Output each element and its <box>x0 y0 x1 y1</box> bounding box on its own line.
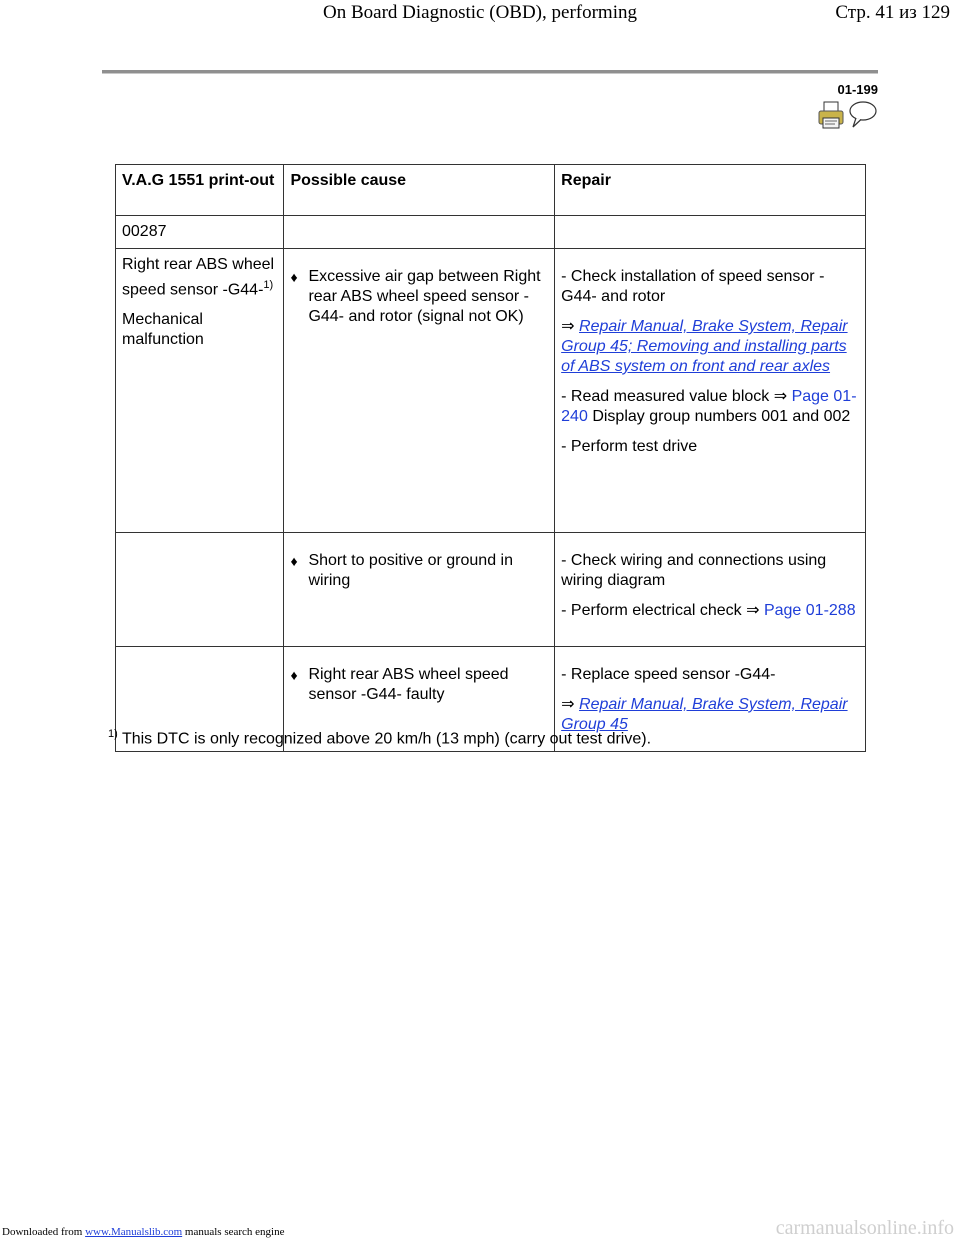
printer-icon[interactable] <box>819 102 843 128</box>
watermark: carmanualsonline.info <box>775 1217 954 1239</box>
footnote-marker: 1) <box>108 728 118 740</box>
page-link[interactable]: Page 01-288 <box>763 602 856 619</box>
dtc-table <box>115 164 866 752</box>
document-title: On Board Diagnostic (OBD), performing <box>323 2 637 23</box>
repair-step: - Check installation of speed sensor -G44- and rotor <box>561 268 825 305</box>
repair-step: - Replace speed sensor -G44- <box>561 666 776 683</box>
header-possible-cause: Possible cause <box>284 165 555 216</box>
repair-cell <box>555 249 866 533</box>
header-repair: Repair <box>555 165 866 216</box>
footnote-ref: 1) <box>263 279 274 291</box>
repair-step: - Check wiring and connections using wiring diagram <box>561 552 827 589</box>
repair-step: - Read measured value block ⇒ <box>561 388 788 405</box>
table-row <box>116 249 866 533</box>
repair-step: - Perform test drive <box>561 438 698 455</box>
table-header-row <box>116 165 866 216</box>
speech-bubble-icon[interactable] <box>850 102 876 127</box>
dtc-code: 00287 <box>116 216 284 249</box>
page-indicator: Стр. 41 из 129 <box>835 2 950 23</box>
header-printout: V.A.G 1551 print-out <box>116 165 284 216</box>
footnote <box>108 728 651 748</box>
repair-manual-link[interactable]: Repair Manual, Brake System, Repair Group 45 <box>561 696 848 733</box>
cause-cell <box>284 533 555 647</box>
arrow-icon: ⇒ <box>561 696 575 713</box>
cause-text: Excessive air gap between Right rear ABS wheel speed sensor -G44- and rotor (signal not OK) <box>308 268 541 325</box>
footnote-text: This DTC is only recognized above 20 km/h (13 mph) (carry out test drive). <box>121 730 652 748</box>
diamond-bullet-icon: ♦ <box>290 667 298 683</box>
printout-text: Right rear ABS wheel speed sensor -G44- <box>122 256 275 299</box>
cause-text: Right rear ABS wheel speed sensor -G44- faulty <box>308 666 509 703</box>
arrow-icon: ⇒ <box>561 318 575 335</box>
printout-cell <box>116 249 284 533</box>
page-link[interactable]: Page 01-240 <box>561 388 857 425</box>
repair-cell <box>555 533 866 647</box>
diamond-bullet-icon: ♦ <box>290 553 298 569</box>
page-number: 01-199 <box>837 82 878 97</box>
repair-step-detail: Display group numbers 001 and 002 <box>592 408 851 425</box>
cause-cell <box>284 249 555 533</box>
printout-status: Mechanical malfunction <box>122 311 204 349</box>
cause-text: Short to positive or ground in wiring <box>308 552 513 589</box>
header-rule <box>102 70 878 74</box>
repair-manual-link[interactable]: Repair Manual, Brake System, Repair Group 45; Removing and installing parts of ABS system on front and rear axles <box>561 318 848 375</box>
manualslib-link[interactable]: www.Manualslib.com <box>85 1226 183 1238</box>
table-row-dtc-code <box>116 216 866 249</box>
table-row <box>116 533 866 647</box>
toolbar-icons <box>816 100 878 132</box>
download-credit: Downloaded from www.Manualslib.com manuals search engine <box>2 1226 285 1238</box>
repair-step: - Perform electrical check ⇒ <box>561 602 760 619</box>
diamond-bullet-icon: ♦ <box>290 269 298 285</box>
